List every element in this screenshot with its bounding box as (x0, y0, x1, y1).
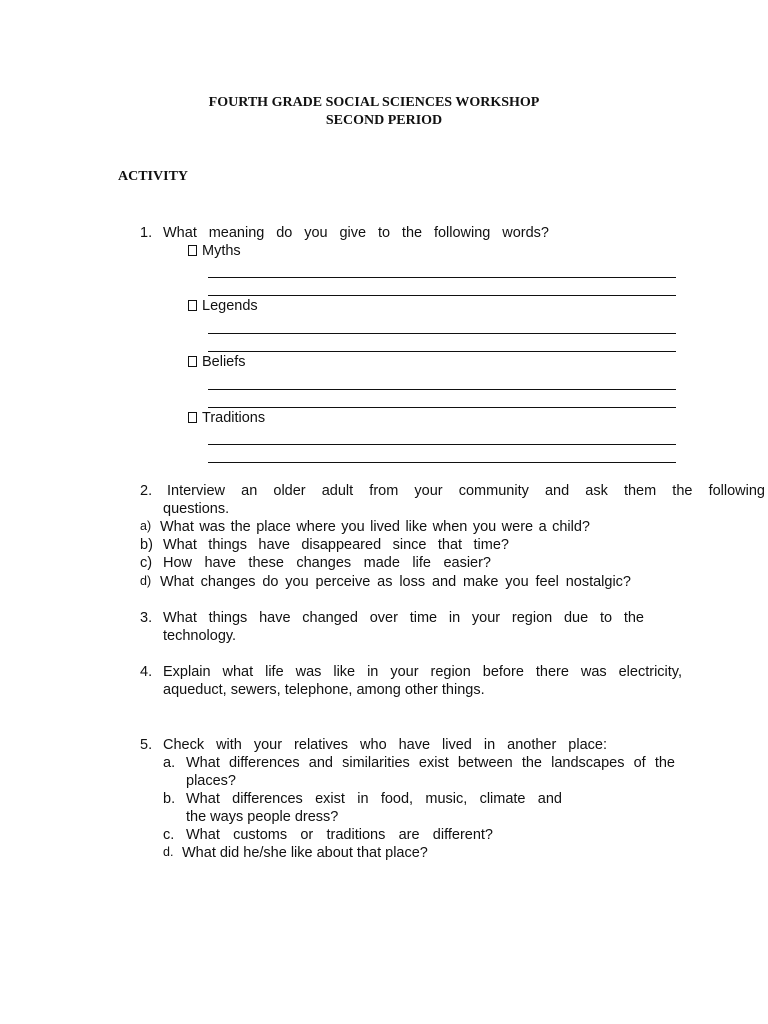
q2-sub-b-label: b) (140, 537, 153, 553)
worksheet-subtitle: SECOND PERIOD (325, 113, 443, 128)
q5-sub-a-text: What differences and similarities exist between the landscapes of the (186, 755, 675, 771)
checkbox-icon (188, 245, 197, 256)
checkbox-icon (188, 412, 197, 423)
q1-item-myths (188, 243, 241, 259)
worksheet-title: FOURTH GRADE SOCIAL SCIENCES WORKSHOP (208, 95, 540, 110)
q1-item-label: Traditions (202, 410, 266, 426)
question-2-text-cont: questions. (163, 501, 230, 517)
question-4-number: 4. (140, 664, 153, 680)
question-4-text: Explain what life was like in your region before there was electricity, (163, 664, 682, 680)
question-3-text: What things have changed over time in your region due to the (163, 610, 644, 626)
q5-sub-a-text-cont: places? (186, 773, 236, 789)
q2-sub-a-label: a) (140, 519, 152, 533)
answer-line[interactable] (208, 351, 676, 352)
answer-line[interactable] (208, 407, 676, 408)
q2-sub-b-text: What things have disappeared since that time? (163, 537, 509, 553)
q2-sub-a-text: What was the place where you lived like when you were a child? (160, 519, 590, 535)
q2-sub-c-label: c) (140, 555, 153, 571)
question-4-text-cont: aqueduct, sewers, telephone, among other things. (163, 682, 485, 698)
question-2-number: 2. (140, 483, 153, 499)
q2-sub-d-label: d) (140, 574, 152, 588)
checkbox-icon (188, 356, 197, 367)
q5-sub-a-label: a. (163, 755, 176, 771)
answer-line[interactable] (208, 277, 676, 278)
question-5-number: 5. (140, 737, 153, 753)
question-2-text: Interview an older adult from your community and ask them the following (167, 483, 765, 499)
q5-sub-c-label: c. (163, 827, 175, 843)
answer-line[interactable] (208, 389, 676, 390)
q2-sub-d-text: What changes do you perceive as loss and make you feel nostalgic? (160, 574, 631, 590)
answer-line[interactable] (208, 462, 676, 463)
q1-item-beliefs (188, 354, 246, 370)
q5-sub-d-text: What did he/she like about that place? (182, 845, 428, 861)
q1-item-label: Myths (202, 243, 241, 259)
q2-sub-c-text: How have these changes made life easier? (163, 555, 491, 571)
question-3-text-cont: technology. (163, 628, 237, 644)
q1-item-label: Beliefs (202, 354, 246, 370)
q5-sub-c-text: What customs or traditions are different? (186, 827, 493, 843)
answer-line[interactable] (208, 295, 676, 296)
answer-line[interactable] (208, 444, 676, 445)
q5-sub-d-label: d. (163, 845, 174, 859)
q1-item-traditions (188, 410, 265, 426)
question-1-text: What meaning do you give to the following words? (163, 225, 549, 241)
q5-sub-b-label: b. (163, 791, 176, 807)
answer-line[interactable] (208, 333, 676, 334)
question-3-number: 3. (140, 610, 153, 626)
question-1-number: 1. (140, 225, 153, 241)
q5-sub-b-text-cont: the ways people dress? (186, 809, 339, 825)
q1-item-legends (188, 298, 258, 314)
section-heading: ACTIVITY (118, 169, 189, 184)
question-5-text: Check with your relatives who have lived in another place: (163, 737, 607, 753)
q5-sub-b-text: What differences exist in food, music, climate and (186, 791, 562, 807)
checkbox-icon (188, 300, 197, 311)
q1-item-label: Legends (202, 298, 258, 314)
